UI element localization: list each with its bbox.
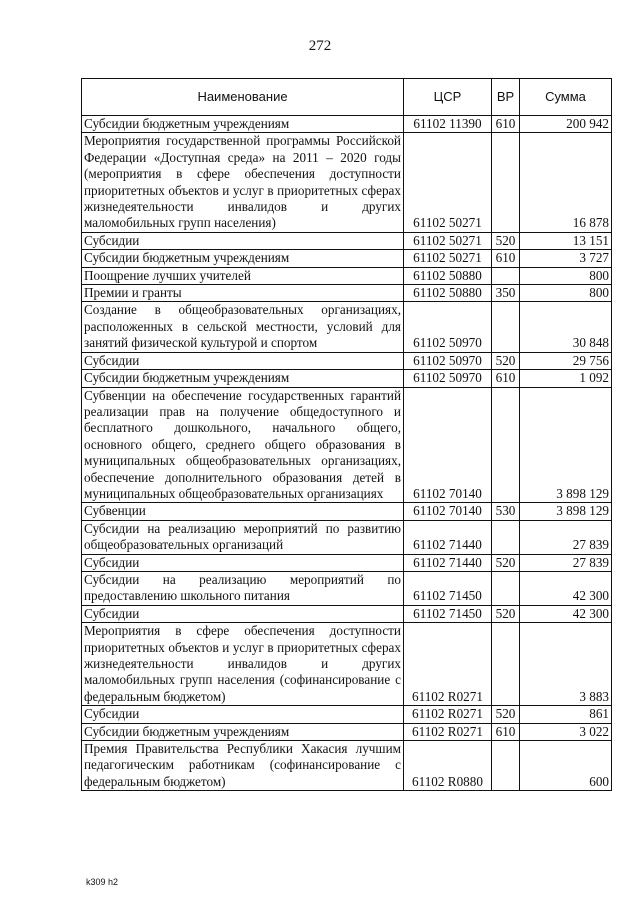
row-vr [492,267,520,284]
table-row [82,232,612,249]
row-name: Субсидии бюджетным учреждениям [82,723,404,740]
row-csr: 61102 50271 [404,133,492,232]
row-name: Субсидии бюджетным учреждениям [82,250,404,267]
row-name: Мероприятия государственной программы Российской Федерации «Доступная среда» на 2011 – 2020 годы (мероприятия в сфере обеспечения доступности приоритетных объектов и услуг в приоритетных сферах жизнедеятельности инвалидов и других маломобильных групп населения) [82,133,404,232]
table-row [82,723,612,740]
row-sum: 3 898 129 [520,503,612,520]
table-row [82,370,612,387]
row-sum: 800 [520,285,612,302]
row-vr: 520 [492,232,520,249]
footer-code: k309 h2 [86,877,119,887]
row-sum: 1 092 [520,370,612,387]
row-name: Субсидии бюджетным учреждениям [82,116,404,133]
row-name: Создание в общеобразовательных организациях, расположенных в сельской местности, условий для занятий физической культурой и спортом [82,302,404,352]
row-sum: 13 151 [520,232,612,249]
row-vr: 350 [492,285,520,302]
row-csr: 61102 R0271 [404,723,492,740]
row-csr: 61102 50271 [404,232,492,249]
row-csr: 61102 R0880 [404,741,492,791]
row-sum: 42 300 [520,571,612,605]
table-row [82,503,612,520]
row-sum: 3 883 [520,623,612,706]
header-csr: ЦСР [404,79,492,116]
table-row [82,605,612,622]
row-name: Субсидии на реализацию мероприятий по предоставлению школьного питания [82,571,404,605]
row-vr: 520 [492,605,520,622]
row-name: Мероприятия в сфере обеспечения доступности приоритетных объектов и услуг в приоритетных сферах жизнедеятельности инвалидов и других маломобильных групп населения (софинансирование с федеральным бюджетом) [82,623,404,706]
header-sum: Сумма [520,79,612,116]
row-sum: 800 [520,267,612,284]
row-csr: 61102 50970 [404,302,492,352]
row-sum: 27 839 [520,554,612,571]
row-vr: 610 [492,250,520,267]
budget-table [81,78,612,791]
row-vr [492,571,520,605]
row-name: Субсидии [82,352,404,369]
row-name: Субсидии [82,232,404,249]
table-row [82,706,612,723]
row-vr: 520 [492,554,520,571]
row-sum: 27 839 [520,520,612,554]
row-name: Субвенции [82,503,404,520]
row-sum: 3 898 129 [520,387,612,503]
row-name: Субсидии [82,554,404,571]
row-csr: 61102 50970 [404,352,492,369]
row-vr [492,623,520,706]
row-sum: 29 756 [520,352,612,369]
row-csr: 61102 11390 [404,116,492,133]
row-csr: 61102 R0271 [404,706,492,723]
row-name: Субсидии на реализацию мероприятий по развитию общеобразовательных организаций [82,520,404,554]
table-row [82,623,612,706]
row-csr: 61102 50271 [404,250,492,267]
header-name: Наименование [82,79,404,116]
row-csr: 61102 71450 [404,571,492,605]
table-header-row [82,79,612,116]
row-csr: 61102 71450 [404,605,492,622]
table-row [82,554,612,571]
row-vr [492,741,520,791]
row-vr [492,387,520,503]
page-number: 272 [308,38,332,54]
row-name: Премии и гранты [82,285,404,302]
table-row [82,352,612,369]
table-row [82,387,612,503]
row-csr: 61102 70140 [404,503,492,520]
row-csr: 61102 71440 [404,554,492,571]
row-name: Субсидии [82,605,404,622]
row-csr: 61102 R0271 [404,623,492,706]
table-row [82,285,612,302]
row-vr [492,302,520,352]
table-row [82,133,612,232]
row-name: Премия Правительства Республики Хакасия лучшим педагогическим работникам (софинансирование с федеральным бюджетом) [82,741,404,791]
row-csr: 61102 70140 [404,387,492,503]
row-name: Поощрение лучших учителей [82,267,404,284]
row-csr: 61102 71440 [404,520,492,554]
row-vr: 610 [492,723,520,740]
row-vr: 520 [492,706,520,723]
row-sum: 600 [520,741,612,791]
row-sum: 30 848 [520,302,612,352]
row-sum: 42 300 [520,605,612,622]
row-sum: 861 [520,706,612,723]
row-sum: 16 878 [520,133,612,232]
row-csr: 61102 50880 [404,267,492,284]
row-sum: 200 942 [520,116,612,133]
row-csr: 61102 50970 [404,370,492,387]
row-vr [492,520,520,554]
row-vr: 530 [492,503,520,520]
table-row [82,302,612,352]
header-vr: ВР [492,79,520,116]
table-row [82,250,612,267]
row-vr [492,133,520,232]
row-vr: 610 [492,116,520,133]
table-row [82,520,612,554]
row-name: Субсидии бюджетным учреждениям [82,370,404,387]
table-row [82,741,612,791]
table-row [82,571,612,605]
row-sum: 3 727 [520,250,612,267]
row-csr: 61102 50880 [404,285,492,302]
row-vr: 520 [492,352,520,369]
table-row [82,267,612,284]
table-row [82,116,612,133]
row-name: Субсидии [82,706,404,723]
row-name: Субвенции на обеспечение государственных гарантий реализации прав на получение общедоступного и бесплатного дошкольного, начального общего, основного общего, среднего общего образования в муниципальных общеобразовательных организациях, обеспечение дополнительного образования детей в муниципальных общеобразовательных организациях [82,387,404,503]
row-vr: 610 [492,370,520,387]
row-sum: 3 022 [520,723,612,740]
